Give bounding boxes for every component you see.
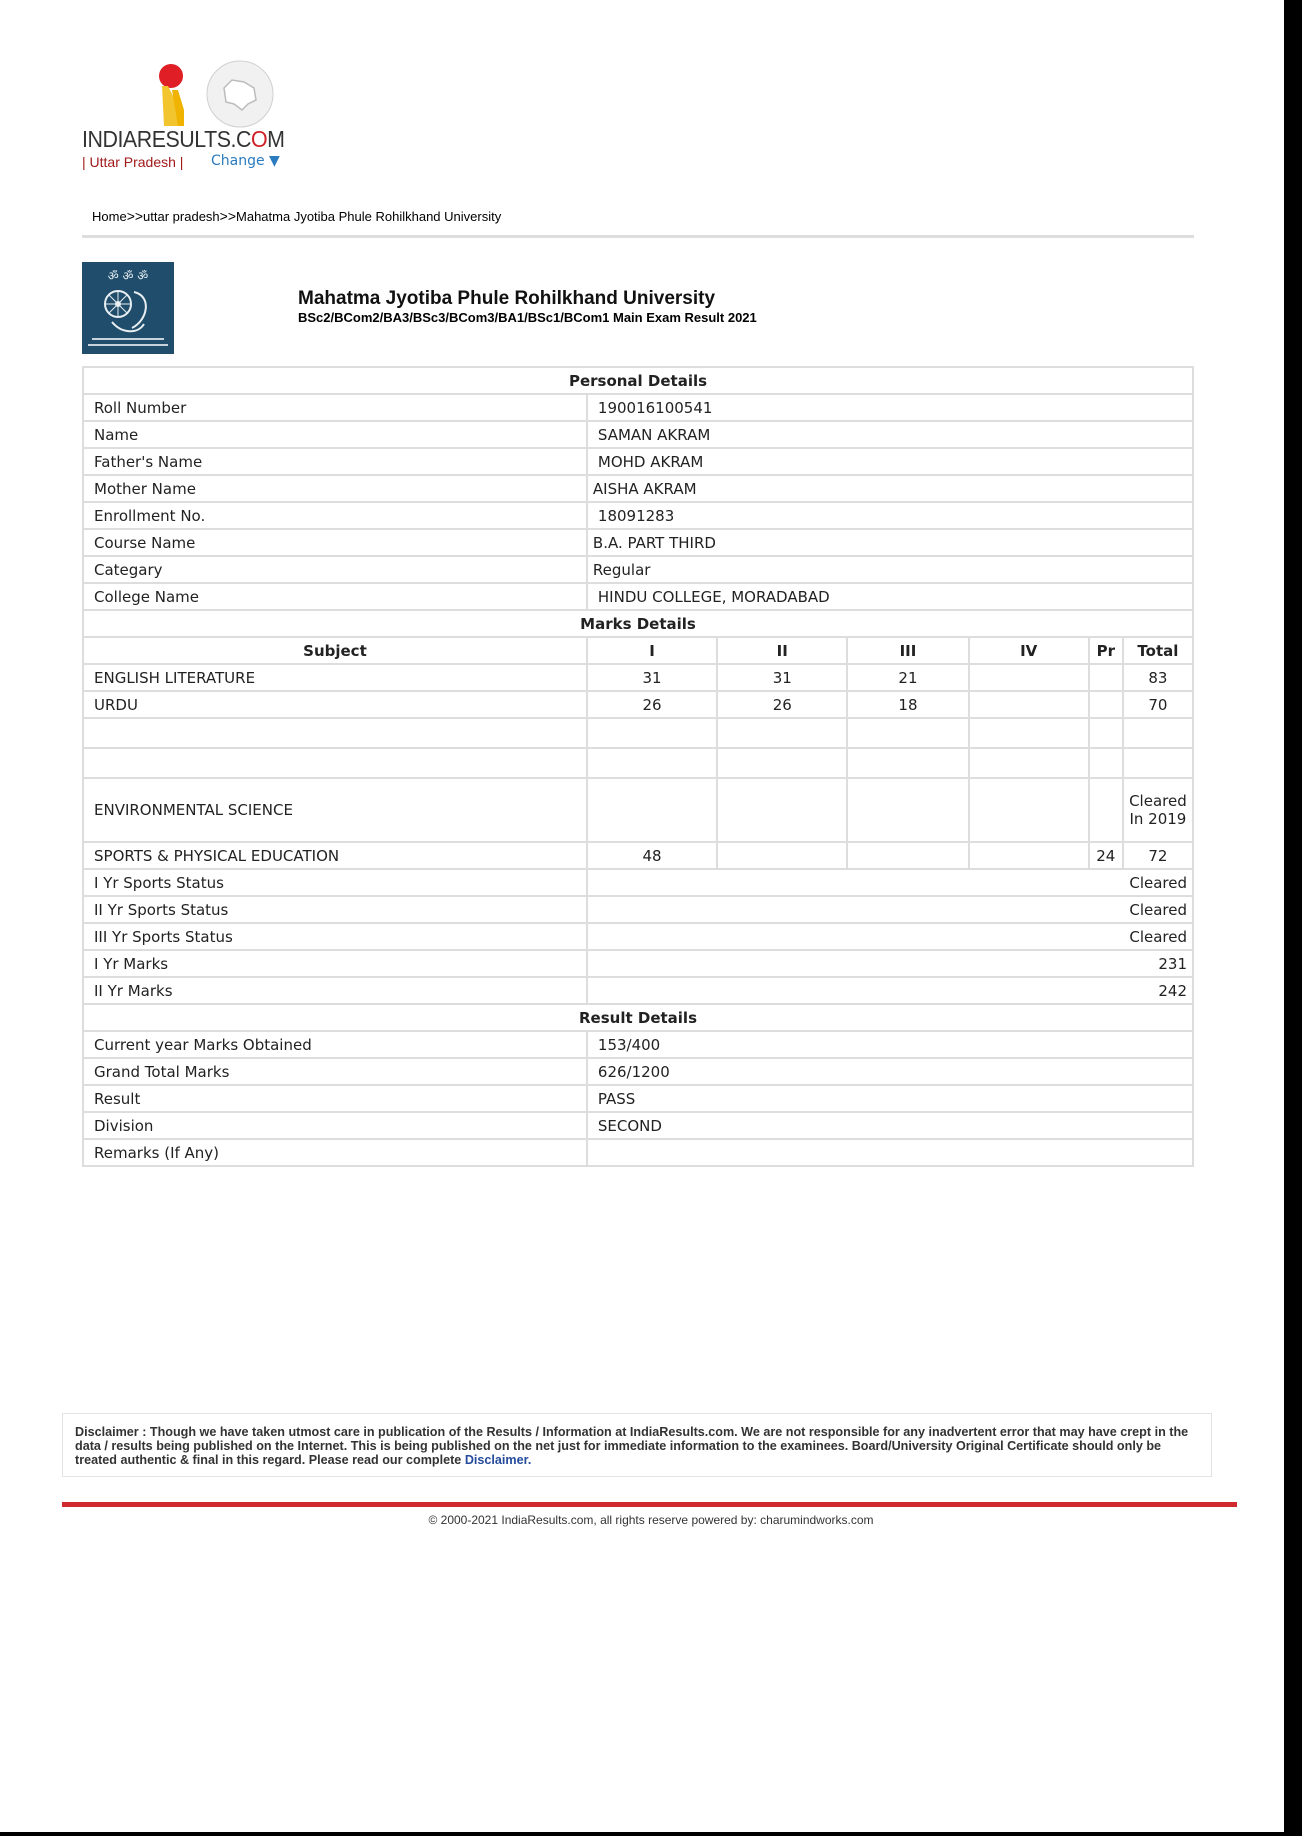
field-value: SECOND <box>587 1112 1193 1139</box>
field-value: B.A. PART THIRD <box>587 529 1193 556</box>
table-row <box>83 664 1193 691</box>
total-cell: 72 <box>1123 842 1193 869</box>
breadcrumb-separator: >> <box>219 208 237 224</box>
exam-subtitle: BSc2/BCom2/BA3/BSc3/BCom3/BA1/BSc1/BCom1 Main Exam Result 2021 <box>298 310 757 325</box>
field-label: Result <box>83 1085 587 1112</box>
mark-cell <box>587 718 717 748</box>
field-value: HINDU COLLEGE, MORADABAD <box>587 583 1193 610</box>
field-value: 626/1200 <box>587 1058 1193 1085</box>
table-row <box>83 691 1193 718</box>
field-label: III Yr Sports Status <box>83 923 587 950</box>
mark-cell: 18 <box>847 691 968 718</box>
page-bottom-bar <box>0 1832 1302 1836</box>
marks-details-heading: Marks Details <box>83 610 1193 637</box>
total-cell <box>1123 748 1193 778</box>
table-row <box>83 748 1193 778</box>
table-row <box>83 556 1193 583</box>
state-selector <box>82 153 280 170</box>
result-table <box>82 366 1194 1167</box>
table-row <box>83 896 1193 923</box>
field-value: SAMAN AKRAM <box>587 421 1193 448</box>
table-row <box>83 923 1193 950</box>
personal-details-heading: Personal Details <box>83 367 1193 394</box>
mark-cell: 26 <box>587 691 717 718</box>
mark-cell <box>717 718 847 748</box>
logo-wordmark: INDIARESULTS.COM <box>82 126 285 152</box>
mark-cell <box>717 778 847 842</box>
footer-divider <box>62 1502 1237 1507</box>
field-value: Cleared <box>587 896 1193 923</box>
university-emblem-icon <box>82 262 174 354</box>
mark-cell <box>969 748 1089 778</box>
field-label: Current year Marks Obtained <box>83 1031 587 1058</box>
subject-cell <box>83 748 587 778</box>
field-value: Regular <box>587 556 1193 583</box>
svg-text:ॐ ॐ ॐ: ॐ ॐ ॐ <box>107 269 149 283</box>
disclaimer-box <box>62 1413 1212 1477</box>
table-row <box>83 1112 1193 1139</box>
logo-figure-icon <box>158 58 278 128</box>
table-row <box>83 1058 1193 1085</box>
mark-cell <box>847 778 968 842</box>
field-label: Roll Number <box>83 394 587 421</box>
total-cell <box>1123 718 1193 748</box>
field-label: Name <box>83 421 587 448</box>
marks-header-row <box>83 637 1193 664</box>
total-cell: Cleared In 2019 <box>1123 778 1193 842</box>
mark-cell: 24 <box>1089 842 1123 869</box>
column-header: Subject <box>83 637 587 664</box>
field-label: College Name <box>83 583 587 610</box>
field-label: Division <box>83 1112 587 1139</box>
subject-cell: SPORTS & PHYSICAL EDUCATION <box>83 842 587 869</box>
table-row <box>83 583 1193 610</box>
field-label: Categary <box>83 556 587 583</box>
table-row <box>83 394 1193 421</box>
field-label: Father's Name <box>83 448 587 475</box>
field-value: 231 <box>587 950 1193 977</box>
table-row <box>83 950 1193 977</box>
mark-cell <box>1089 718 1123 748</box>
field-label: Mother Name <box>83 475 587 502</box>
field-label: Course Name <box>83 529 587 556</box>
mark-cell: 31 <box>717 664 847 691</box>
field-value <box>587 1139 1193 1166</box>
mark-cell <box>1089 664 1123 691</box>
mark-cell <box>717 748 847 778</box>
change-state-link[interactable]: Change ▼ <box>211 153 280 169</box>
field-value: PASS <box>587 1085 1193 1112</box>
mark-cell <box>1089 778 1123 842</box>
column-header: Total <box>1123 637 1193 664</box>
column-header: Pr <box>1089 637 1123 664</box>
mark-cell: 31 <box>587 664 717 691</box>
mark-cell <box>969 718 1089 748</box>
copyright-text: © 2000-2021 IndiaResults.com, all rights reserve powered by: charumindworks.com <box>428 1513 874 1527</box>
total-cell: 70 <box>1123 691 1193 718</box>
result-details-heading: Result Details <box>83 1004 1193 1031</box>
subject-cell: ENVIRONMENTAL SCIENCE <box>83 778 587 842</box>
table-row <box>83 475 1193 502</box>
column-header: I <box>587 637 717 664</box>
mark-cell <box>847 748 968 778</box>
mark-cell <box>1089 691 1123 718</box>
mark-cell <box>847 842 968 869</box>
disclaimer-link[interactable]: Disclaimer. <box>464 1453 532 1467</box>
column-header: II <box>717 637 847 664</box>
breadcrumb-state[interactable]: uttar pradesh <box>143 209 220 224</box>
table-row <box>83 421 1193 448</box>
table-row <box>83 448 1193 475</box>
total-cell: 83 <box>1123 664 1193 691</box>
table-row <box>83 718 1193 748</box>
field-value: 190016100541 <box>587 394 1193 421</box>
page-edge-bar <box>1284 0 1302 1836</box>
field-label: II Yr Marks <box>83 977 587 1004</box>
field-value: 18091283 <box>587 502 1193 529</box>
field-value: Cleared <box>587 869 1193 896</box>
field-label: Grand Total Marks <box>83 1058 587 1085</box>
breadcrumb-university[interactable]: Mahatma Jyotiba Phule Rohilkhand University <box>236 209 502 224</box>
mark-cell <box>847 718 968 748</box>
field-label: Enrollment No. <box>83 502 587 529</box>
page-title: Mahatma Jyotiba Phule Rohilkhand University <box>298 288 716 309</box>
table-row <box>83 1085 1193 1112</box>
table-row <box>83 1031 1193 1058</box>
mark-cell <box>587 778 717 842</box>
disclaimer-text: Disclaimer : Though we have taken utmost care in publication of the Results / Information at IndiaResults.com. We are not responsible for any inadvertent error that may have crept in the data / results being published on the Internet. This is being published on the net just for immediate information to the examinees. Board/University Original Certificate should only be treated authentic & final in this regard. Please read our complete <box>75 1425 1189 1467</box>
field-value: Cleared <box>587 923 1193 950</box>
field-value: 153/400 <box>587 1031 1193 1058</box>
mark-cell <box>969 778 1089 842</box>
mark-cell <box>969 842 1089 869</box>
field-label: I Yr Marks <box>83 950 587 977</box>
breadcrumb-separator: >> <box>126 208 144 224</box>
breadcrumb <box>92 208 501 224</box>
field-value: AISHA AKRAM <box>587 475 1193 502</box>
field-label: I Yr Sports Status <box>83 869 587 896</box>
subject-cell <box>83 718 587 748</box>
mark-cell <box>1089 748 1123 778</box>
subject-cell: URDU <box>83 691 587 718</box>
mark-cell: 21 <box>847 664 968 691</box>
field-value: 242 <box>587 977 1193 1004</box>
divider <box>82 235 1194 238</box>
mark-cell <box>969 691 1089 718</box>
field-value: MOHD AKRAM <box>587 448 1193 475</box>
column-header: IV <box>969 637 1089 664</box>
table-row <box>83 529 1193 556</box>
column-header: III <box>847 637 968 664</box>
table-row <box>83 869 1193 896</box>
mark-cell: 26 <box>717 691 847 718</box>
breadcrumb-home[interactable]: Home <box>92 209 127 224</box>
mark-cell <box>969 664 1089 691</box>
mark-cell <box>587 748 717 778</box>
mark-cell <box>717 842 847 869</box>
subject-cell: ENGLISH LITERATURE <box>83 664 587 691</box>
field-label: Remarks (If Any) <box>83 1139 587 1166</box>
table-row <box>83 977 1193 1004</box>
state-label: | Uttar Pradesh | <box>82 154 184 170</box>
table-row <box>83 842 1193 869</box>
field-label: II Yr Sports Status <box>83 896 587 923</box>
table-row <box>83 778 1193 842</box>
table-row <box>83 502 1193 529</box>
mark-cell: 48 <box>587 842 717 869</box>
table-row <box>83 1139 1193 1166</box>
